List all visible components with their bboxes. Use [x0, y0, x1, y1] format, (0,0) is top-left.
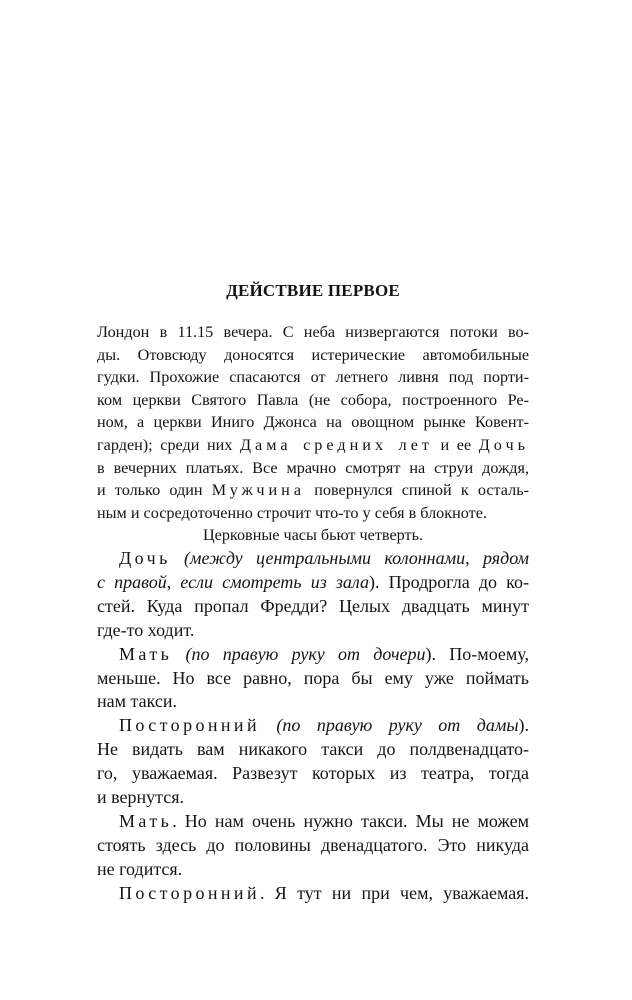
- character-name: Дочь: [478, 435, 529, 454]
- dialogue-line: Посторонний (по правую руку от дамы).: [119, 715, 530, 736]
- dialogue-line: стоять здесь до половины двенадцатого. Это никуда: [97, 834, 529, 855]
- speaker-name: Мать: [119, 643, 173, 664]
- dialogue-line: Мать (по правую руку от дочери). По-моему,: [119, 643, 529, 664]
- dialogue-line: го, уважаемая. Развезут которых из театра, тогда: [97, 763, 529, 784]
- stage-line: ном, а церкви Иниго Джонса на овощном рынке Ковент-: [97, 413, 529, 432]
- dialogue-line: где-то ходит.: [97, 619, 195, 640]
- stage-note: Церковные часы бьют четверть.: [202, 526, 424, 545]
- dialogue-line: нам такси.: [97, 691, 178, 712]
- stage-line: Лондон в 11.15 вечера. С неба низвергаются потоки во-: [97, 323, 529, 341]
- dialogue: [97, 547, 529, 906]
- stage-direction: [97, 321, 529, 547]
- dialogue-line: Не видать вам никакого такси до полдвенадцато-: [97, 739, 529, 760]
- stage-line: ным и сосредоточенно строчит что-то у себя в блокноте.: [97, 503, 487, 522]
- dialogue-line: стей. Куда пропал Фредди? Целых двадцать минут: [97, 595, 529, 616]
- dialogue-line: меньше. Но все равно, пора бы ему уже поймать: [97, 667, 529, 688]
- stage-line: ком церкви Святого Павла (не собора, построенного Ре-: [97, 390, 529, 409]
- stage-line: ды. Отовсюду доносятся истерические автомобильные: [97, 345, 529, 364]
- stage-remark: с правой, если смотреть из зала: [97, 571, 369, 592]
- dialogue-line: Мать. Но нам очень нужно такси. Мы не можем: [119, 810, 529, 831]
- stage-line: гарден); среди них Дама средних лет и ее Дочь: [97, 435, 529, 454]
- dialogue-line: с правой, если смотреть из зала). Продрогла до ко-: [97, 571, 529, 592]
- character-name: Дама средних лет: [240, 435, 433, 454]
- speaker-name: Посторонний: [119, 882, 260, 903]
- stage-line: гудки. Прохожие спасаются от летнего ливня под порти-: [97, 368, 529, 387]
- dialogue-line: Посторонний. Я тут ни при чем, уважаемая.: [119, 882, 529, 903]
- dialogue-line: [97, 547, 529, 571]
- speaker-name: Дочь: [119, 548, 171, 568]
- stage-line: и только один Мужчина повернулся спиной к осталь-: [97, 481, 529, 500]
- act-heading: ДЕЙСТВИЕ ПЕРВОЕ: [226, 281, 400, 300]
- stage-line: в вечерних платьях. Все мрачно смотрят на струи дождя,: [97, 458, 529, 477]
- speaker-name: Посторонний: [119, 715, 260, 736]
- stage-remark: (по правую руку от дочери: [185, 643, 426, 664]
- stage-remark: (между центральными колоннами, рядом: [184, 548, 529, 568]
- stage-remark: (по правую руку от дамы: [276, 715, 519, 736]
- character-name: Мужчина: [211, 481, 306, 500]
- dialogue-line: и вернутся.: [97, 787, 185, 808]
- dialogue-line: не годится.: [97, 858, 183, 879]
- speaker-name: Мать: [119, 810, 173, 831]
